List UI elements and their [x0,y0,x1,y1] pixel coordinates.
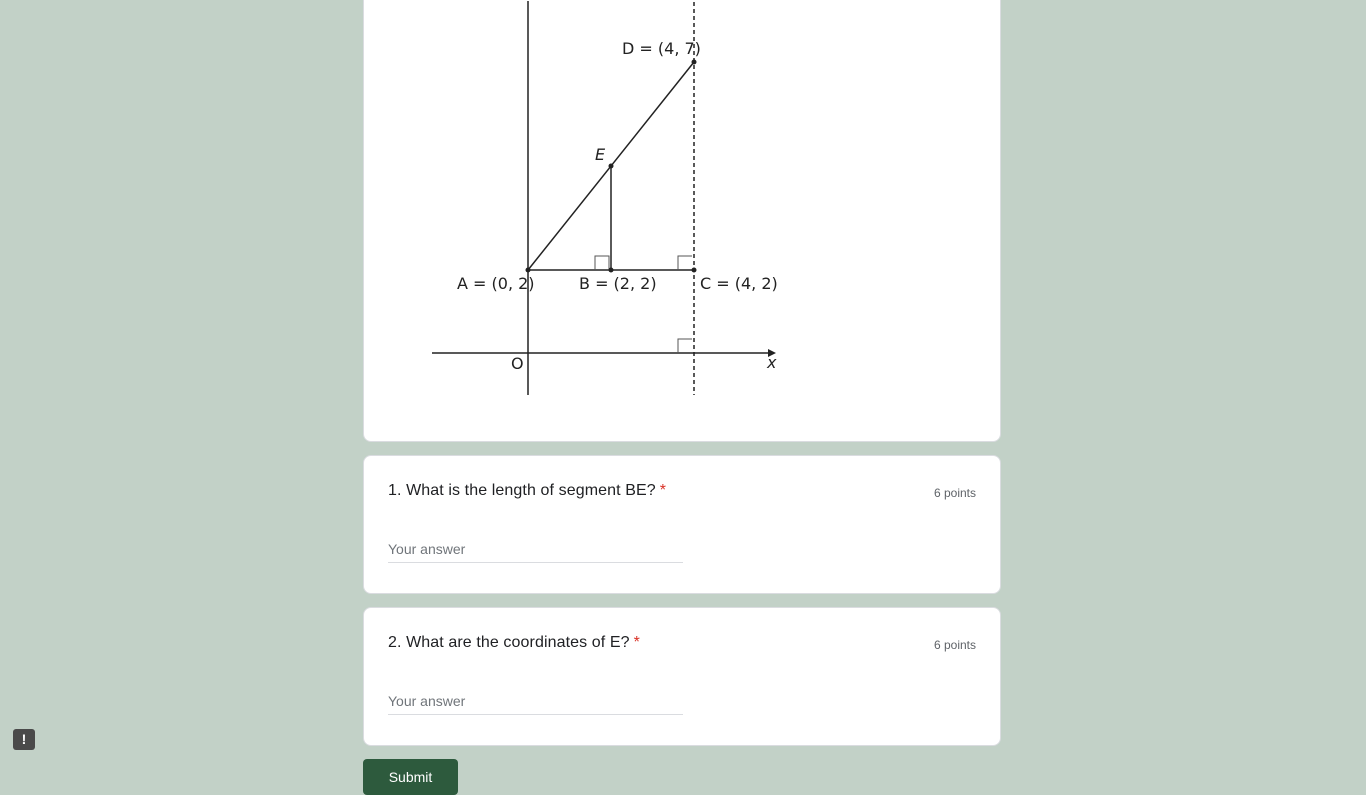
question-text: 1. What is the length of segment BE? [388,482,656,499]
question-text: 2. What are the coordinates of E? [388,634,630,651]
points-label: 6 points [933,486,976,500]
required-asterisk: * [633,634,640,651]
label-C: C = (4, 2) [700,274,778,293]
right-angle-C [678,256,692,270]
label-A: A = (0, 2) [457,274,535,293]
label-B: B = (2, 2) [579,274,657,293]
question-title [388,482,666,500]
report-icon[interactable]: ! [13,729,35,750]
label-D: D = (4, 7) [622,39,701,58]
answer-input-1[interactable] [388,536,683,563]
point-C [692,268,697,273]
geometry-figure [364,1,1000,441]
point-D [692,60,697,65]
question-title [388,634,640,652]
question-card-2 [363,607,1001,746]
figure-card [363,0,1001,442]
points-label: 6 points [933,638,976,652]
submit-button[interactable]: Submit [363,759,458,795]
x-axis-label: x [767,353,777,372]
origin-label: O [511,354,524,373]
right-angle-B [595,256,609,270]
point-B [609,268,614,273]
point-E [609,164,614,169]
label-E: E [595,145,606,164]
question-card-1 [363,455,1001,594]
required-asterisk: * [659,482,667,499]
answer-input-2[interactable] [388,688,683,715]
right-angle-axis [678,339,692,353]
point-A [526,268,531,273]
